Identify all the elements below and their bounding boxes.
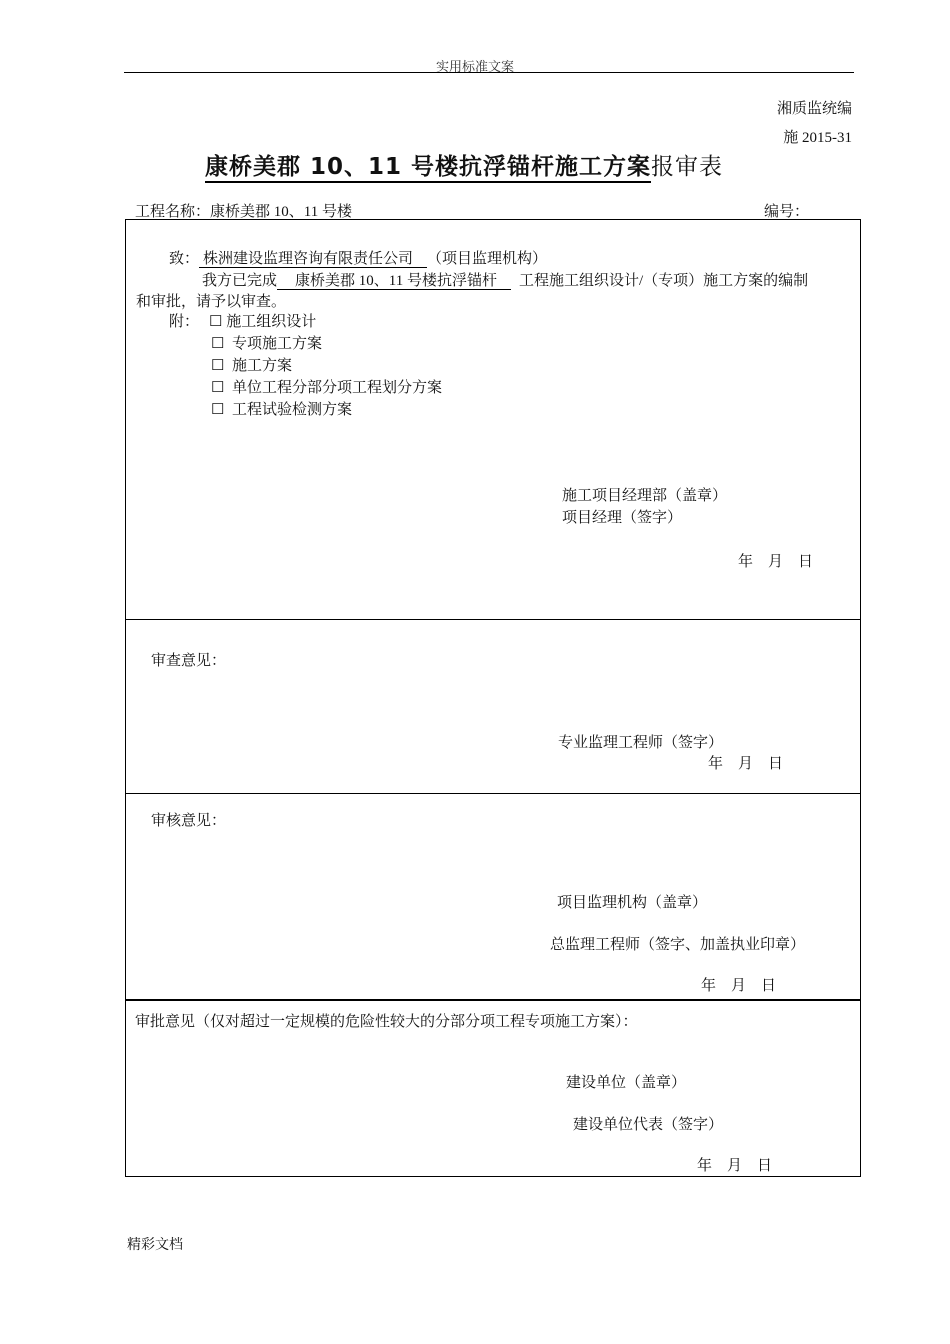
attachment-item: [209, 310, 316, 331]
chief-engineer-signature: 总监理工程师（签字、加盖执业印章）: [550, 937, 806, 953]
review-request: 和审批，请予以审查。: [136, 294, 287, 310]
audit-opinion-label: 审核意见：: [151, 813, 227, 829]
completion-suffix: 工程施工组织设计/（专项）施工方案的编制: [518, 273, 809, 289]
approval-opinion-label: 审批意见（仅对超过一定规模的危险性较大的分部分项工程专项施工方案）：: [135, 1014, 638, 1030]
submission-date: 年 月 日: [738, 554, 814, 570]
supervision-seal: 项目监理机构（盖章）: [557, 895, 708, 911]
owner-representative-signature: 建设单位代表（签字）: [573, 1117, 724, 1133]
page-header: 实用标准文案: [435, 59, 514, 74]
contractor-seal: 施工项目经理部（盖章）: [562, 488, 728, 504]
doc-code-line1: 湘质监统编: [776, 101, 852, 117]
doc-code-line2: 施 2015-31: [783, 130, 852, 146]
completion-prefix: 我方已完成: [202, 273, 278, 289]
addressee-label: 致：: [169, 251, 200, 267]
page-title: [205, 148, 723, 181]
completion-value: 康桥美郡 10、11 号楼抗浮锚杆: [277, 273, 511, 290]
audit-date: 年 月 日: [701, 978, 777, 994]
checkbox-icon[interactable]: ☐: [211, 402, 225, 418]
attachment-item: [211, 398, 352, 419]
attachment-label: 附：: [169, 314, 200, 330]
attachment-item: [211, 354, 292, 375]
attachment-item: [211, 376, 442, 397]
completion-line: [202, 269, 808, 290]
checkbox-icon[interactable]: ☐: [211, 380, 225, 396]
page-footer: 精彩文档: [127, 1238, 183, 1253]
section-audit: [125, 793, 861, 1001]
header-rule: [124, 72, 854, 73]
attachment-item: [211, 332, 322, 353]
attachment-label: 施工方案: [231, 358, 292, 374]
checkbox-icon[interactable]: ☐: [211, 336, 225, 352]
attachment-label: 工程试验检测方案: [231, 402, 352, 418]
attachment-label: 施工组织设计: [226, 314, 317, 330]
checkbox-icon[interactable]: ☐: [211, 358, 225, 374]
section-review: [125, 618, 861, 794]
section-submission: [125, 219, 861, 620]
attachment-label: 单位工程分部分项工程划分方案: [231, 380, 442, 396]
project-number: 编号：: [764, 204, 810, 220]
addressee-value: 株洲建设监理咨询有限责任公司: [199, 251, 427, 268]
attachment-label: 专项施工方案: [231, 336, 322, 352]
approval-date: 年 月 日: [697, 1158, 773, 1174]
addressee-suffix: （项目监理机构）: [427, 251, 548, 267]
engineer-signature: 专业监理工程师（签字）: [558, 735, 724, 751]
review-date: 年 月 日: [708, 756, 784, 772]
owner-seal: 建设单位（盖章）: [566, 1075, 687, 1091]
addressee-line: [169, 247, 547, 268]
title-suffix: 报审表: [651, 154, 724, 180]
project-manager-signature: 项目经理（签字）: [562, 510, 683, 526]
section-approval: [125, 999, 861, 1177]
review-opinion-label: 审查意见：: [151, 653, 227, 669]
title-main: 康桥美郡 10、11 号楼抗浮锚杆施工方案: [205, 154, 651, 183]
project-name: 工程名称：康桥美郡 10、11 号楼: [135, 204, 352, 220]
checkbox-icon[interactable]: ☐: [209, 314, 223, 330]
